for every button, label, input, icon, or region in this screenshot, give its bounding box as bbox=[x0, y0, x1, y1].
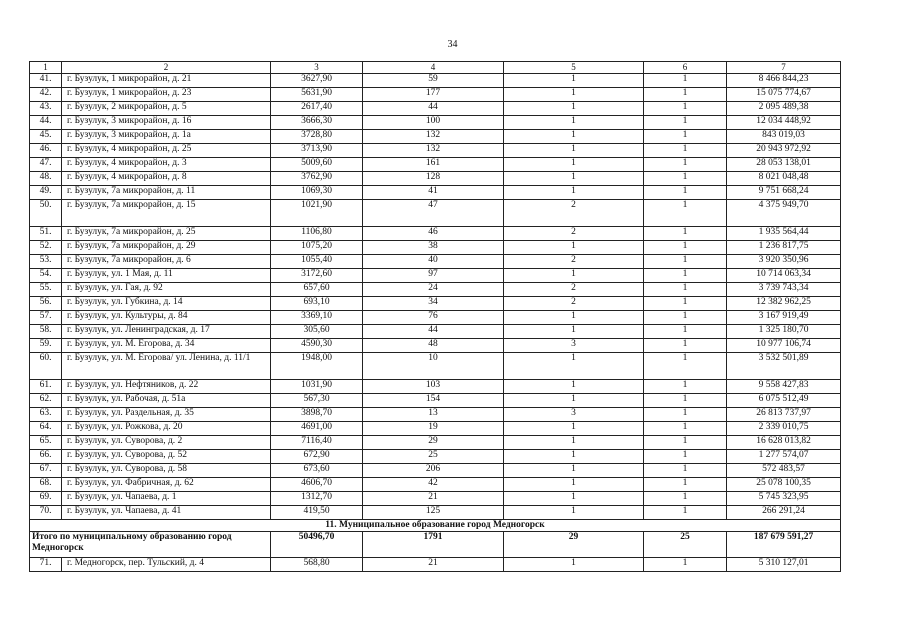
total-label: Итого по муниципальному образованию город Медногорск bbox=[30, 532, 271, 558]
total-cell: 187 679 591,27 bbox=[727, 532, 841, 558]
table-cell: 60. bbox=[30, 353, 62, 380]
table-cell: 1 bbox=[504, 88, 644, 102]
table-cell: 1 bbox=[504, 464, 644, 478]
table-cell: 1 bbox=[644, 88, 727, 102]
table-cell: 5 745 323,95 bbox=[727, 492, 841, 506]
table-cell: 1 bbox=[644, 158, 727, 172]
table-cell: 2 bbox=[504, 283, 644, 297]
table-row bbox=[30, 297, 841, 311]
table-cell: 47. bbox=[30, 158, 62, 172]
table-cell: 15 075 774,67 bbox=[727, 88, 841, 102]
table-row bbox=[30, 241, 841, 255]
table-cell: 10 714 063,34 bbox=[727, 269, 841, 283]
table-row bbox=[30, 353, 841, 380]
table-cell: 1 bbox=[504, 74, 644, 88]
table-cell: 8 021 048,48 bbox=[727, 172, 841, 186]
table-cell: 177 bbox=[363, 88, 504, 102]
table-cell: 3 739 743,34 bbox=[727, 283, 841, 297]
table-cell: 21 bbox=[363, 492, 504, 506]
table-cell: 25 bbox=[363, 450, 504, 464]
total-cell: 50496,70 bbox=[271, 532, 363, 558]
table-cell: 1 325 180,70 bbox=[727, 325, 841, 339]
table-cell: 1 bbox=[644, 422, 727, 436]
table-cell: 567,30 bbox=[271, 394, 363, 408]
table-cell: 1 bbox=[644, 255, 727, 269]
table-cell: 161 bbox=[363, 158, 504, 172]
column-header: 5 bbox=[504, 62, 644, 74]
table-cell: г. Бузулук, 7а микрорайон, д. 29 bbox=[62, 241, 271, 255]
table-cell: 305,60 bbox=[271, 325, 363, 339]
table-cell: 128 bbox=[363, 172, 504, 186]
table-cell: 3 532 501,89 bbox=[727, 353, 841, 380]
table-cell: 154 bbox=[363, 394, 504, 408]
table-cell: 2 bbox=[504, 297, 644, 311]
table-cell: 1 bbox=[644, 102, 727, 116]
table-cell: 69. bbox=[30, 492, 62, 506]
table-cell: 2 095 489,38 bbox=[727, 102, 841, 116]
table-cell: 64. bbox=[30, 422, 62, 436]
table-cell: 1 bbox=[504, 130, 644, 144]
table-cell: 1 bbox=[504, 380, 644, 394]
housing-table bbox=[29, 61, 841, 572]
table-cell: 1 935 564,44 bbox=[727, 227, 841, 241]
table-cell: 206 bbox=[363, 464, 504, 478]
table-cell: г. Бузулук, 1 микрорайон, д. 23 bbox=[62, 88, 271, 102]
table-cell: г. Бузулук, ул. Губкина, д. 14 bbox=[62, 297, 271, 311]
table-cell: г. Бузулук, 7а микрорайон, д. 6 bbox=[62, 255, 271, 269]
table-cell: 55. bbox=[30, 283, 62, 297]
table-cell: г. Бузулук, ул. Культуры, д. 84 bbox=[62, 311, 271, 325]
table-cell: г. Бузулук, 3 микрорайон, д. 16 bbox=[62, 116, 271, 130]
table-cell: 1055,40 bbox=[271, 255, 363, 269]
table-cell: 1 bbox=[644, 227, 727, 241]
table-cell: 1 bbox=[644, 464, 727, 478]
table-cell: 103 bbox=[363, 380, 504, 394]
table-cell: 20 943 972,92 bbox=[727, 144, 841, 158]
table-cell: 59 bbox=[363, 74, 504, 88]
table-cell: 1 236 817,75 bbox=[727, 241, 841, 255]
table-cell: 1 bbox=[504, 450, 644, 464]
table-cell: 9 751 668,24 bbox=[727, 186, 841, 200]
table-cell: 3627,90 bbox=[271, 74, 363, 88]
table-row bbox=[30, 74, 841, 88]
table-row bbox=[30, 394, 841, 408]
table-cell: г. Бузулук, 7а микрорайон, д. 11 bbox=[62, 186, 271, 200]
table-cell: 4 375 949,70 bbox=[727, 200, 841, 227]
table-cell: г. Бузулук, 1 микрорайон, д. 21 bbox=[62, 74, 271, 88]
table-cell: 34 bbox=[363, 297, 504, 311]
table-cell: 16 628 013,82 bbox=[727, 436, 841, 450]
table-cell: 1 bbox=[504, 506, 644, 520]
table-cell: 1 bbox=[644, 269, 727, 283]
table-cell: 657,60 bbox=[271, 283, 363, 297]
table-cell: г. Бузулук, ул. Суворова, д. 2 bbox=[62, 436, 271, 450]
table-cell: 3 167 919,49 bbox=[727, 311, 841, 325]
table-cell: 3 bbox=[504, 339, 644, 353]
column-header: 4 bbox=[363, 62, 504, 74]
table-row bbox=[30, 200, 841, 227]
table-cell: 1 bbox=[504, 353, 644, 380]
table-cell: 63. bbox=[30, 408, 62, 422]
table-cell: 2617,40 bbox=[271, 102, 363, 116]
table-cell: 1 bbox=[644, 353, 727, 380]
column-header: 2 bbox=[62, 62, 271, 74]
table-cell: 1106,80 bbox=[271, 227, 363, 241]
table-cell: 44. bbox=[30, 116, 62, 130]
table-cell: 1031,90 bbox=[271, 380, 363, 394]
table-cell: 572 483,57 bbox=[727, 464, 841, 478]
table-cell: 58. bbox=[30, 325, 62, 339]
table-cell: 6 075 512,49 bbox=[727, 394, 841, 408]
table-cell: 38 bbox=[363, 241, 504, 255]
table-cell: 26 813 737,97 bbox=[727, 408, 841, 422]
table-cell: 1 bbox=[644, 339, 727, 353]
table-cell: 1 bbox=[644, 408, 727, 422]
table-cell: 12 034 448,92 bbox=[727, 116, 841, 130]
table-cell: г. Бузулук, ул. М. Егорова, д. 34 bbox=[62, 339, 271, 353]
table-cell: 29 bbox=[363, 436, 504, 450]
table-cell: г. Бузулук, ул. Рожкова, д. 20 bbox=[62, 422, 271, 436]
table-cell: г. Бузулук, ул. Ленинградская, д. 17 bbox=[62, 325, 271, 339]
table-cell: 44 bbox=[363, 325, 504, 339]
table-cell: г. Медногорск, пер. Тульский, д. 4 bbox=[62, 558, 271, 572]
table-cell: 1 bbox=[644, 172, 727, 186]
table-row bbox=[30, 130, 841, 144]
table-cell: 4691,00 bbox=[271, 422, 363, 436]
table-cell: г. Бузулук, ул. Суворова, д. 52 bbox=[62, 450, 271, 464]
table-cell: 1 277 574,07 bbox=[727, 450, 841, 464]
column-header: 1 bbox=[30, 62, 62, 74]
table-cell: 1069,30 bbox=[271, 186, 363, 200]
table-cell: 1 bbox=[644, 130, 727, 144]
total-cell: 29 bbox=[504, 532, 644, 558]
table-cell: 1 bbox=[644, 492, 727, 506]
table-cell: 1 bbox=[504, 394, 644, 408]
table-cell: 1 bbox=[644, 144, 727, 158]
table-cell: 1075,20 bbox=[271, 241, 363, 255]
table-row bbox=[30, 325, 841, 339]
table-cell: 2 bbox=[504, 255, 644, 269]
table-cell: 100 bbox=[363, 116, 504, 130]
table-cell: 132 bbox=[363, 144, 504, 158]
table-row bbox=[30, 450, 841, 464]
table-row bbox=[30, 269, 841, 283]
page-number: 34 bbox=[447, 39, 458, 50]
table-cell: г. Бузулук, ул. Фабричная, д. 62 bbox=[62, 478, 271, 492]
table-row bbox=[30, 464, 841, 478]
table-cell: 46. bbox=[30, 144, 62, 158]
table-cell: 10 977 106,74 bbox=[727, 339, 841, 353]
table-row bbox=[30, 255, 841, 269]
table-cell: 48 bbox=[363, 339, 504, 353]
section-header-row bbox=[30, 520, 841, 532]
table-cell: 1 bbox=[644, 478, 727, 492]
table-row bbox=[30, 422, 841, 436]
table-row bbox=[30, 436, 841, 450]
table-row bbox=[30, 478, 841, 492]
table-cell: 5631,90 bbox=[271, 88, 363, 102]
table-cell: 1 bbox=[504, 492, 644, 506]
table-cell: 47 bbox=[363, 200, 504, 227]
table-cell: 50. bbox=[30, 200, 62, 227]
table-cell: 1 bbox=[504, 116, 644, 130]
table-cell: 1 bbox=[504, 325, 644, 339]
table-cell: 8 466 844,23 bbox=[727, 74, 841, 88]
table-cell: 9 558 427,83 bbox=[727, 380, 841, 394]
table-cell: 672,90 bbox=[271, 450, 363, 464]
table-cell: 1 bbox=[644, 450, 727, 464]
table-cell: 21 bbox=[363, 558, 504, 572]
table-cell: г. Бузулук, ул. Чапаева, д. 41 bbox=[62, 506, 271, 520]
table-cell: 3713,90 bbox=[271, 144, 363, 158]
table-cell: 71. bbox=[30, 558, 62, 572]
table-cell: 1 bbox=[504, 172, 644, 186]
table-row bbox=[30, 283, 841, 297]
table-cell: 5 310 127,01 bbox=[727, 558, 841, 572]
table-cell: 1 bbox=[504, 311, 644, 325]
table-cell: г. Бузулук, ул. М. Егорова/ ул. Ленина, д. 11/1 bbox=[62, 353, 271, 380]
table-cell: 419,50 bbox=[271, 506, 363, 520]
table-cell: г. Бузулук, 7а микрорайон, д. 15 bbox=[62, 200, 271, 227]
total-cell: 1791 bbox=[363, 532, 504, 558]
table-cell: 1 bbox=[504, 158, 644, 172]
table-cell: г. Бузулук, 3 микрорайон, д. 1а bbox=[62, 130, 271, 144]
table-cell: 125 bbox=[363, 506, 504, 520]
table-row bbox=[30, 339, 841, 353]
column-header: 3 bbox=[271, 62, 363, 74]
table-cell: 3 920 350,96 bbox=[727, 255, 841, 269]
table-row bbox=[30, 380, 841, 394]
table-cell: 65. bbox=[30, 436, 62, 450]
table-row bbox=[30, 227, 841, 241]
table-cell: 59. bbox=[30, 339, 62, 353]
table-cell: г. Бузулук, ул. Нефтяников, д. 22 bbox=[62, 380, 271, 394]
table-cell: 13 bbox=[363, 408, 504, 422]
table-cell: 1 bbox=[644, 436, 727, 450]
total-row bbox=[30, 532, 841, 558]
table-cell: г. Бузулук, ул. 1 Мая, д. 11 bbox=[62, 269, 271, 283]
table-row bbox=[30, 186, 841, 200]
table-cell: 12 382 962,25 bbox=[727, 297, 841, 311]
table-cell: 1 bbox=[644, 116, 727, 130]
table-cell: 1 bbox=[644, 311, 727, 325]
table-cell: 568,80 bbox=[271, 558, 363, 572]
table-cell: 62. bbox=[30, 394, 62, 408]
table-cell: 132 bbox=[363, 130, 504, 144]
table-cell: 1 bbox=[644, 558, 727, 572]
table-cell: 3898,70 bbox=[271, 408, 363, 422]
column-header: 6 bbox=[644, 62, 727, 74]
table-cell: г. Бузулук, ул. Рабочая, д. 51а bbox=[62, 394, 271, 408]
table-row bbox=[30, 492, 841, 506]
table-cell: 24 bbox=[363, 283, 504, 297]
table-cell: 3172,60 bbox=[271, 269, 363, 283]
table-row bbox=[30, 408, 841, 422]
table-row bbox=[30, 88, 841, 102]
table-cell: 97 bbox=[363, 269, 504, 283]
table-cell: 673,60 bbox=[271, 464, 363, 478]
table-cell: 41 bbox=[363, 186, 504, 200]
table-cell: 2 339 010,75 bbox=[727, 422, 841, 436]
table-cell: 44 bbox=[363, 102, 504, 116]
table-cell: 7116,40 bbox=[271, 436, 363, 450]
table-cell: 70. bbox=[30, 506, 62, 520]
table-cell: 1 bbox=[644, 380, 727, 394]
table-cell: 5009,60 bbox=[271, 158, 363, 172]
table-cell: г. Бузулук, 7а микрорайон, д. 25 bbox=[62, 227, 271, 241]
table-row bbox=[30, 506, 841, 520]
table-cell: 1 bbox=[644, 186, 727, 200]
table-cell: 61. bbox=[30, 380, 62, 394]
section-title: 11. Муниципальное образование город Медногорск bbox=[30, 520, 841, 532]
table-row bbox=[30, 558, 841, 572]
table-cell: 4606,70 bbox=[271, 478, 363, 492]
table-cell: 19 bbox=[363, 422, 504, 436]
table-cell: 54. bbox=[30, 269, 62, 283]
table-cell: 1021,90 bbox=[271, 200, 363, 227]
table-row bbox=[30, 158, 841, 172]
table-cell: 51. bbox=[30, 227, 62, 241]
table-cell: 45. bbox=[30, 130, 62, 144]
table-cell: 1948,00 bbox=[271, 353, 363, 380]
table-cell: 1 bbox=[504, 241, 644, 255]
table-cell: 693,10 bbox=[271, 297, 363, 311]
table-row bbox=[30, 172, 841, 186]
column-header: 7 bbox=[727, 62, 841, 74]
table-cell: 28 053 138,01 bbox=[727, 158, 841, 172]
column-header-row bbox=[30, 62, 841, 74]
table-cell: 53. bbox=[30, 255, 62, 269]
table-cell: 1 bbox=[644, 394, 727, 408]
table-cell: 1 bbox=[504, 102, 644, 116]
table-cell: 57. bbox=[30, 311, 62, 325]
table-cell: 2 bbox=[504, 200, 644, 227]
table-cell: г. Бузулук, ул. Раздельная, д. 35 bbox=[62, 408, 271, 422]
table-cell: 2 bbox=[504, 227, 644, 241]
table-cell: 3369,10 bbox=[271, 311, 363, 325]
table-cell: 266 291,24 bbox=[727, 506, 841, 520]
table-cell: 1 bbox=[644, 297, 727, 311]
table-cell: 1 bbox=[644, 506, 727, 520]
table-cell: 52. bbox=[30, 241, 62, 255]
table-cell: 3728,80 bbox=[271, 130, 363, 144]
table-cell: 40 bbox=[363, 255, 504, 269]
table-cell: г. Бузулук, 4 микрорайон, д. 8 bbox=[62, 172, 271, 186]
table-cell: 48. bbox=[30, 172, 62, 186]
table-cell: 3762,90 bbox=[271, 172, 363, 186]
table-cell: 76 bbox=[363, 311, 504, 325]
table-cell: 42 bbox=[363, 478, 504, 492]
table-cell: 10 bbox=[363, 353, 504, 380]
table-cell: г. Бузулук, 2 микрорайон, д. 5 bbox=[62, 102, 271, 116]
table-row bbox=[30, 144, 841, 158]
table-cell: г. Бузулук, 4 микрорайон, д. 25 bbox=[62, 144, 271, 158]
table-cell: г. Бузулук, ул. Гая, д. 92 bbox=[62, 283, 271, 297]
table-cell: 4590,30 bbox=[271, 339, 363, 353]
table-row bbox=[30, 311, 841, 325]
table-row bbox=[30, 102, 841, 116]
table-cell: 1 bbox=[644, 325, 727, 339]
table-cell: 46 bbox=[363, 227, 504, 241]
table-cell: 56. bbox=[30, 297, 62, 311]
table-cell: 1 bbox=[504, 269, 644, 283]
table-cell: 42. bbox=[30, 88, 62, 102]
table-cell: 1312,70 bbox=[271, 492, 363, 506]
table-cell: 1 bbox=[644, 283, 727, 297]
table-cell: 41. bbox=[30, 74, 62, 88]
table-cell: 1 bbox=[644, 241, 727, 255]
table-cell: 843 019,03 bbox=[727, 130, 841, 144]
table-cell: 3666,30 bbox=[271, 116, 363, 130]
table-cell: 1 bbox=[504, 144, 644, 158]
table-cell: 1 bbox=[504, 436, 644, 450]
table-cell: 1 bbox=[504, 558, 644, 572]
table-cell: 49. bbox=[30, 186, 62, 200]
table-cell: 1 bbox=[504, 422, 644, 436]
table-cell: 1 bbox=[504, 186, 644, 200]
table-cell: 67. bbox=[30, 464, 62, 478]
table-cell: 25 078 100,35 bbox=[727, 478, 841, 492]
table-cell: 3 bbox=[504, 408, 644, 422]
table-row bbox=[30, 116, 841, 130]
table-cell: 43. bbox=[30, 102, 62, 116]
table-cell: 68. bbox=[30, 478, 62, 492]
table-cell: 1 bbox=[644, 200, 727, 227]
table-cell: г. Бузулук, ул. Чапаева, д. 1 bbox=[62, 492, 271, 506]
table-cell: 66. bbox=[30, 450, 62, 464]
total-cell: 25 bbox=[644, 532, 727, 558]
table-cell: 1 bbox=[504, 478, 644, 492]
table-cell: г. Бузулук, ул. Суворова, д. 58 bbox=[62, 464, 271, 478]
table-cell: 1 bbox=[644, 74, 727, 88]
table-cell: г. Бузулук, 4 микрорайон, д. 3 bbox=[62, 158, 271, 172]
